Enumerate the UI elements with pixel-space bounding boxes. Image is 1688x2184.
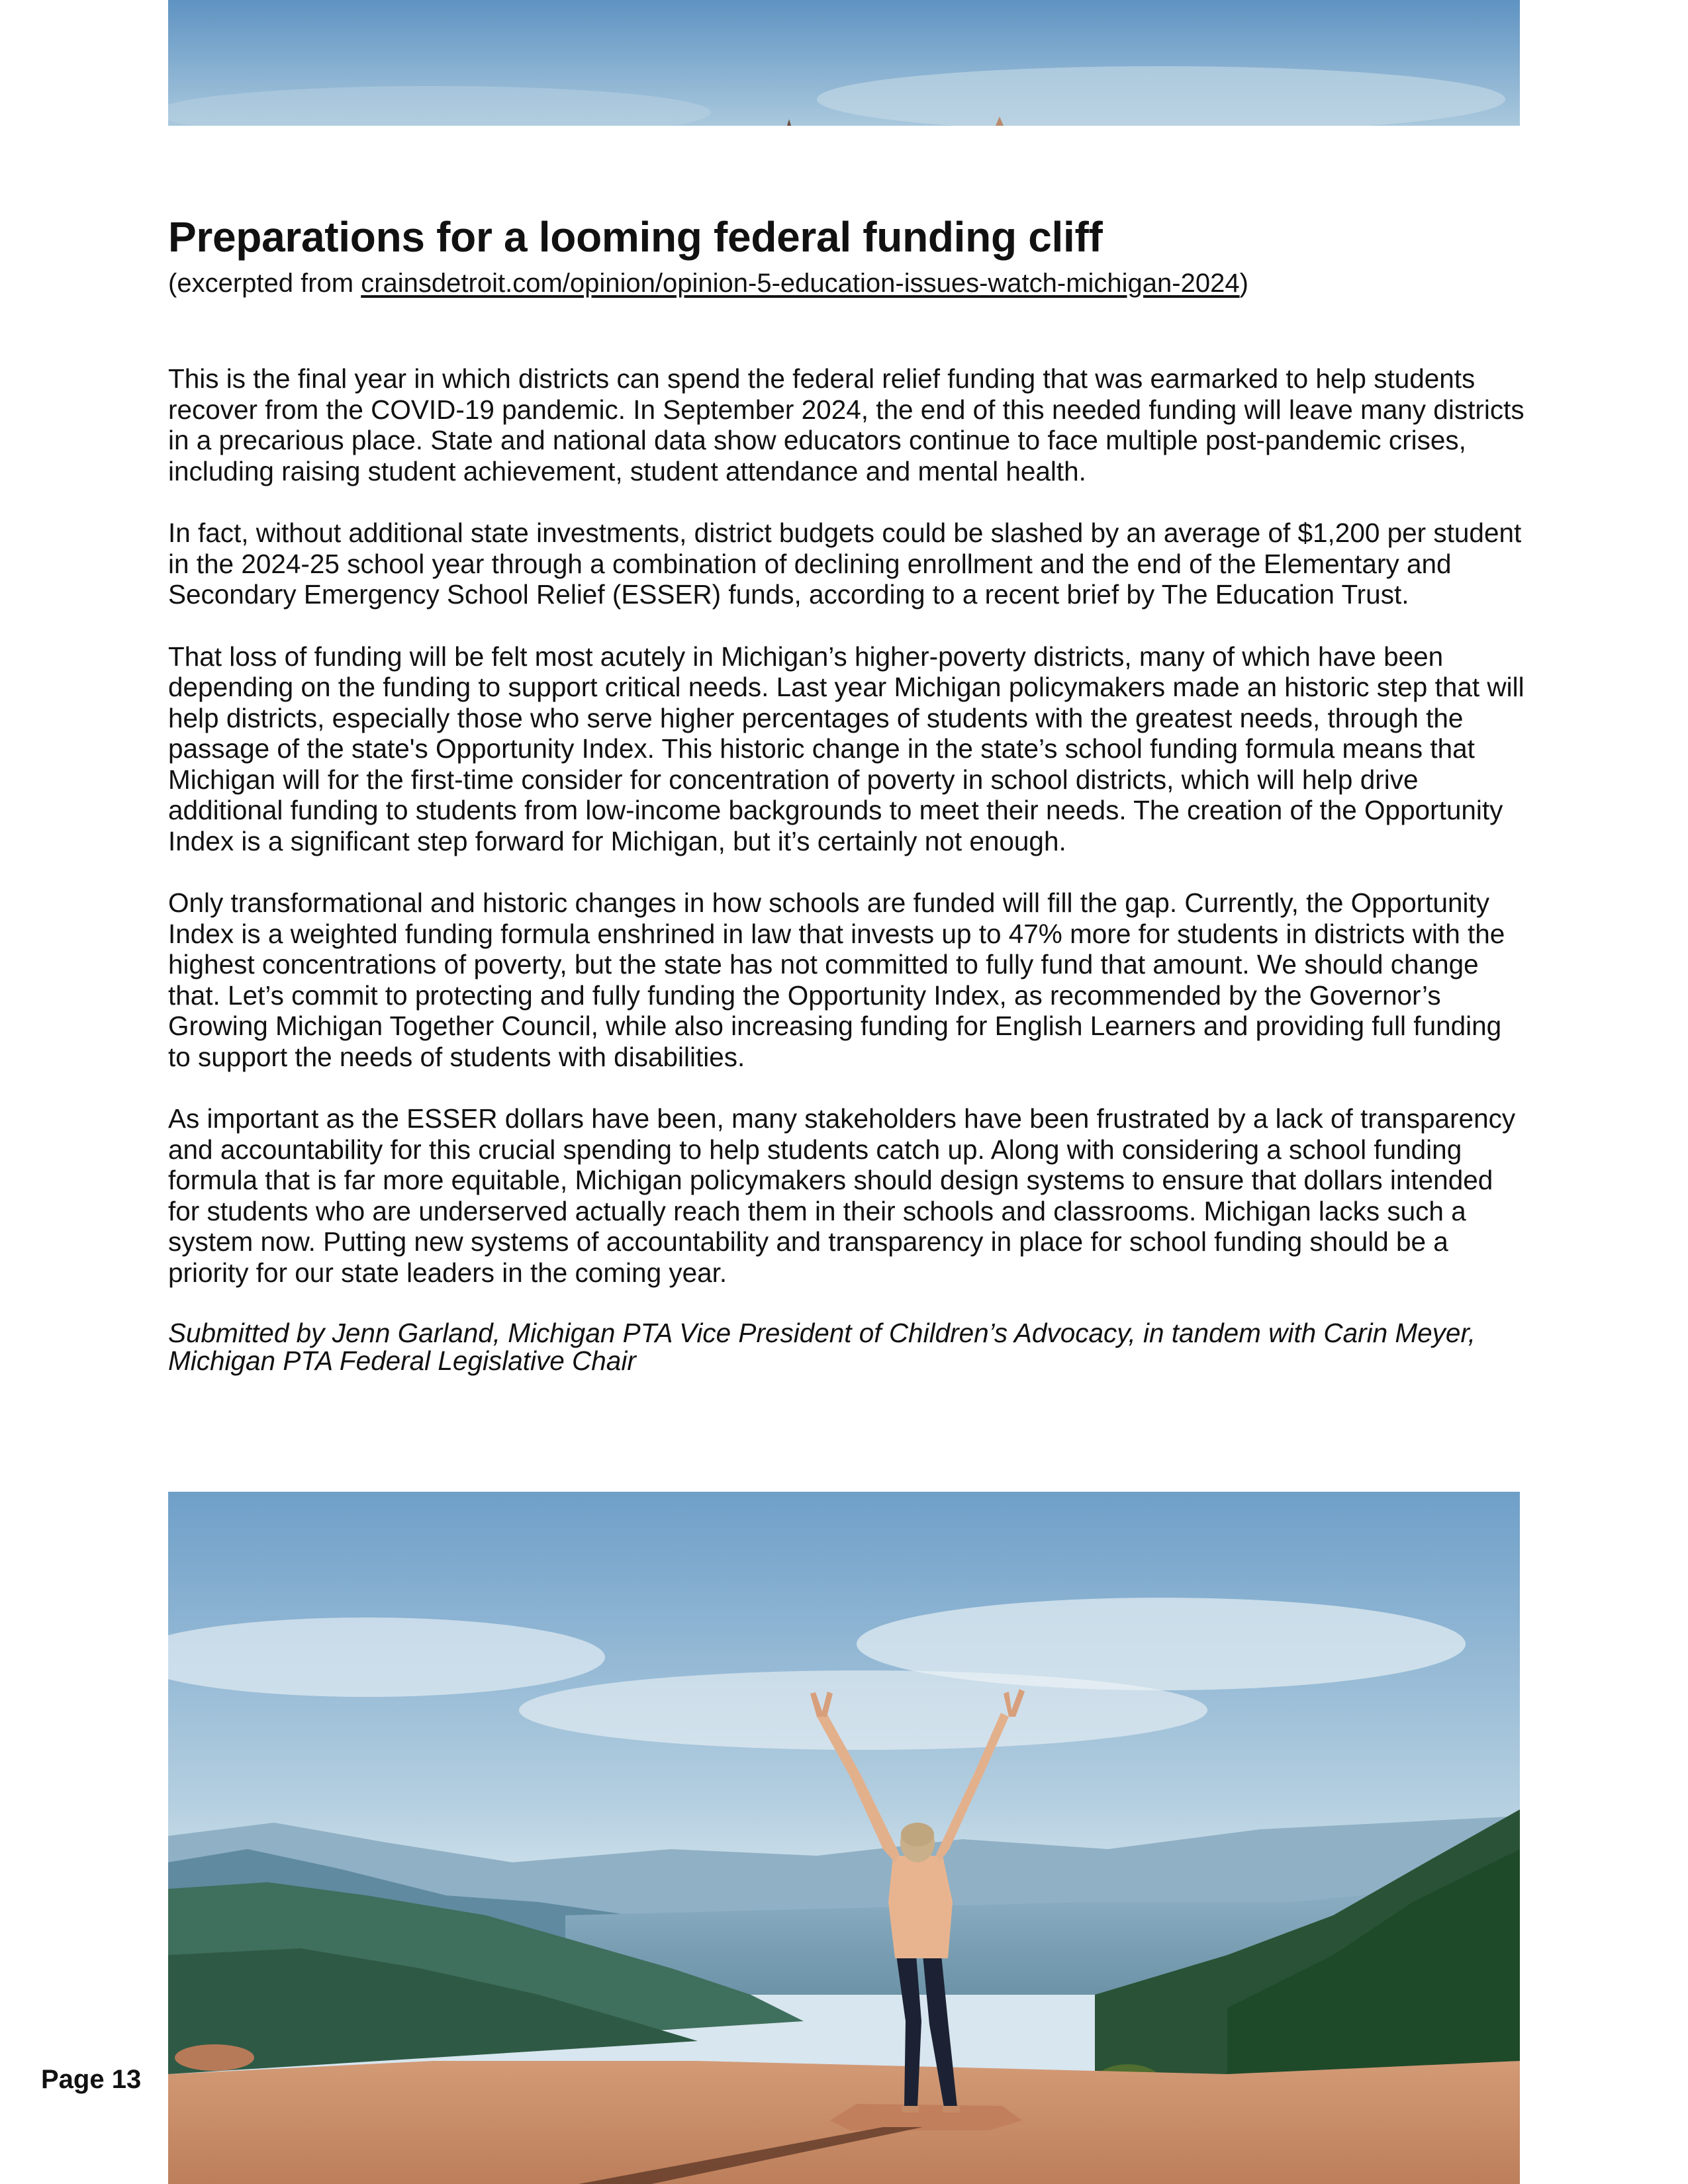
- paragraph: This is the final year in which districts can spend the federal relief funding that was earmarked to help students recover from the COVID-19 pandemic. In September 2024, the end of this needed funding will leave many districts in a precarious place. State and national data show educators continue to face multiple post-pandemic crises, including raising student achievement, student attendance and mental health.: [168, 363, 1524, 486]
- paragraph: Only transformational and historic changes in how schools are funded will fill the gap. Currently, the Opportunity Index is a weighted funding formula enshrined in law that invests up to 47% more for students in districts with the highest concentrations of poverty, but the state has not committed to fully fund that amount. We should change that. Let’s commit to protecting and fully funding the Opportunity Index, as recommended by the Governor’s Growing Michigan Together Council, while also increasing funding for English Learners and providing full funding to support the needs of students with disabilities.: [168, 887, 1505, 1072]
- source-suffix: ): [1239, 269, 1248, 298]
- article-title: Preparations for a looming federal funding cliff: [168, 213, 1103, 261]
- source-prefix: (excerpted from: [168, 269, 361, 298]
- person-on-cliff-illustration: [168, 1492, 1520, 2184]
- source-link[interactable]: crainsdetroit.com/opinion/opinion-5-education-issues-watch-michigan-2024: [361, 269, 1240, 298]
- landscape-photo: [168, 1492, 1520, 2184]
- sky-photo-fragment: [168, 0, 1520, 126]
- page-number: Page 13: [41, 2065, 142, 2094]
- paragraph: In fact, without additional state investments, district budgets could be slashed by an average of $1,200 per student in the 2024-25 school year through a combination of declining enrollment and the end of the Elementary and Secondary Emergency School Relief (ESSER) funds, according to a recent brief by The Education Trust.: [168, 518, 1522, 610]
- author-credit: Submitted by Jenn Garland, Michigan PTA Vice President of Children’s Advocacy, in tandem with Carin Meyer, Michigan PTA Federal Legislative Chair: [168, 1318, 1476, 1376]
- top-photo-strip: [168, 0, 1520, 126]
- paragraph: As important as the ESSER dollars have been, many stakeholders have been frustrated by a lack of transparency and accountability for this crucial spending to help students catch up. Along with considering a school funding formula that is far more equitable, Michigan policymakers should design systems to ensure that dollars intended for students who are underserved actually reach them in their schools and classrooms. Michigan lacks such a system now. Putting new systems of accountability and transparency in place for school funding should be a priority for our state leaders in the coming year.: [168, 1103, 1516, 1288]
- article-body: [168, 363, 1525, 1375]
- source-line: [168, 266, 1525, 300]
- article: [168, 210, 1525, 1375]
- paragraph: That loss of funding will be felt most acutely in Michigan’s higher-poverty districts, many of which have been depending on the funding to support critical needs. Last year Michigan policymakers made an historic step that will help districts, especially those who serve higher percentages of students with the greatest needs, through the passage of the state's Opportunity Index. This historic change in the state’s school funding formula means that Michigan will for the first-time consider for concentration of poverty in school districts, which will help drive additional funding to students from low-income backgrounds to meet their needs. The creation of the Opportunity Index is a significant step forward for Michigan, but it’s certainly not enough.: [168, 641, 1524, 856]
